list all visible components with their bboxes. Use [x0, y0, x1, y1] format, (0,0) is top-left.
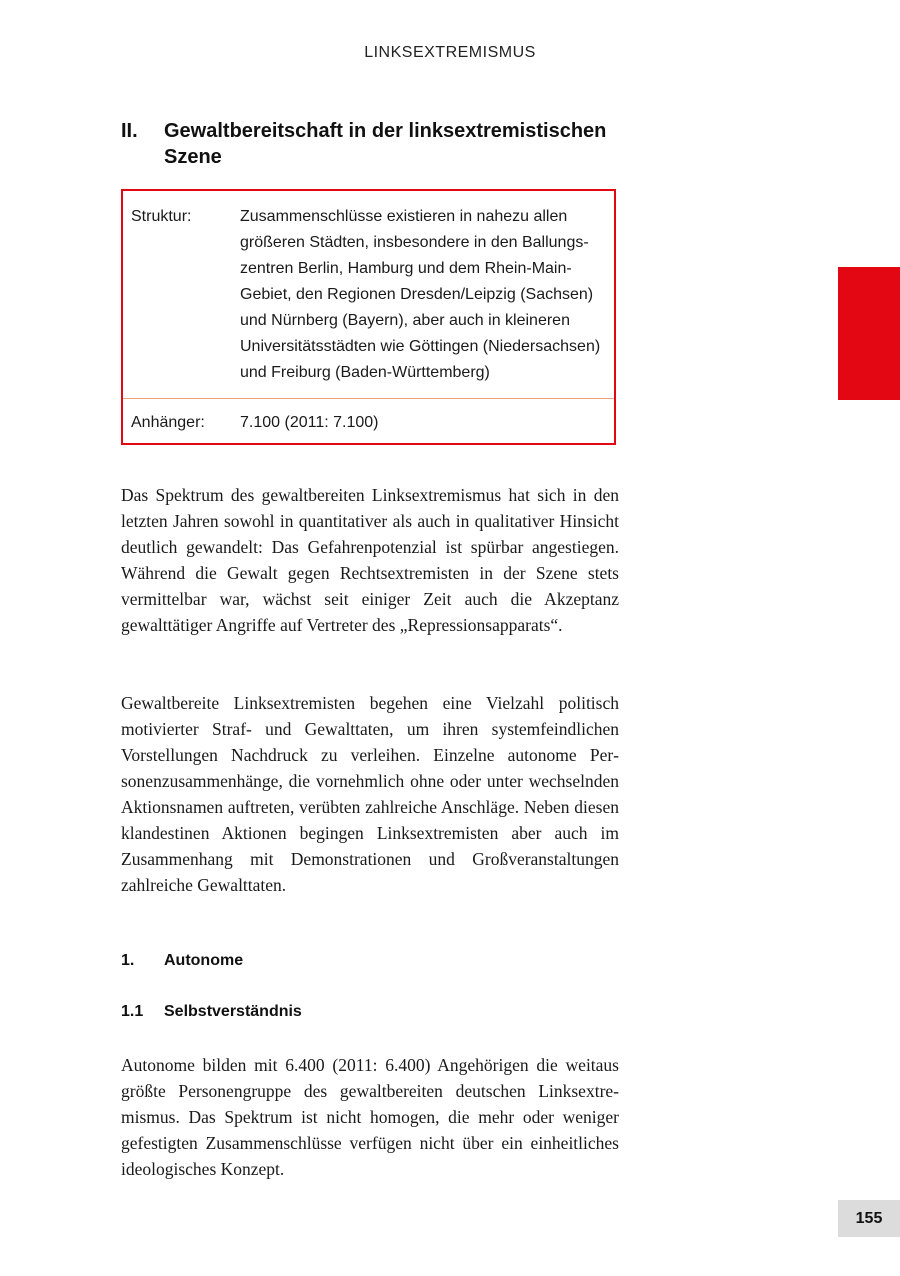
subheading-title: Autonome: [164, 952, 244, 969]
structure-value: Zusammenschlüsse existieren in nahezu allen größeren Städten, insbesondere in den Ballungszentren Berlin, Hamburg und dem Rhein-Main-Gebiet, den Regionen Dresden/Leipzig (Sachsen) und Nürnberg (Bayern), aber auch in kleineren Universitätsstädten wie Göttingen (Niedersachsen) und Freiburg (Baden-Württemberg): [240, 208, 601, 381]
section-number: II.: [121, 120, 138, 142]
followers-label: Anhänger:: [131, 414, 205, 431]
section-title: Gewaltbereitschaft in der linksextremistischen Szene: [164, 120, 607, 168]
subheading: [121, 952, 243, 970]
section-heading: [121, 118, 621, 170]
subheading-number: 1.1: [121, 1003, 144, 1020]
info-row-followers: [123, 399, 614, 444]
subheading-title: Selbstverständnis: [164, 1003, 302, 1020]
running-header: LINKSEXTREMISMUS: [364, 44, 536, 61]
structure-label: Struktur:: [131, 208, 192, 225]
page-number: 155: [838, 1200, 900, 1237]
info-box: [121, 189, 616, 445]
paragraph: Das Spektrum des gewaltbereiten Linksextremismus hat sich in den letzten Jahren sowohl in quantitativer als auch in qualitativer Hinsicht deutlich gewandelt: Das Gefahrenpotenzial ist spürbar angestiegen. Während die Gewalt gegen Rechtsextremisten in der Szene stets vermittelbar war, wächst seit einiger Zeit auch die Akzeptanz gewalttätiger Angriffe auf Vertreter des „Repressionsapparats“.: [121, 485, 619, 635]
info-row-structure: [123, 191, 614, 398]
subheading: [121, 1003, 302, 1021]
followers-value: 7.100 (2011: 7.100): [240, 414, 379, 431]
paragraph: Gewaltbereite Linksextremisten begehen eine Vielzahl politisch motivierter Straf- und Gewalttaten, um ihren systemfeindlichen Vorstellungen Nachdruck zu verleihen. Einzelne autonome Personenzusammenhänge, die vornehmlich ohne oder unter wechselnden Aktionsnamen auftreten, verübten zahlreiche Anschläge. Neben diesen klandestinen Aktionen begingen Linksextremisten aber auch im Zusammenhang mit Demonstrationen und Großveranstaltungen zahlreiche Gewalttaten.: [121, 693, 619, 895]
subheading-number: 1.: [121, 952, 135, 969]
chapter-tab-marker: [838, 267, 900, 400]
paragraph: Autonome bilden mit 6.400 (2011: 6.400) Angehörigen die weitaus größte Personengruppe des gewaltbereiten deutschen Linksextremismus. Das Spektrum ist nicht homogen, die mehr oder weniger gefestigten Zusammenschlüsse verfügen nicht über ein einheitliches ideologisches Konzept.: [121, 1055, 619, 1179]
